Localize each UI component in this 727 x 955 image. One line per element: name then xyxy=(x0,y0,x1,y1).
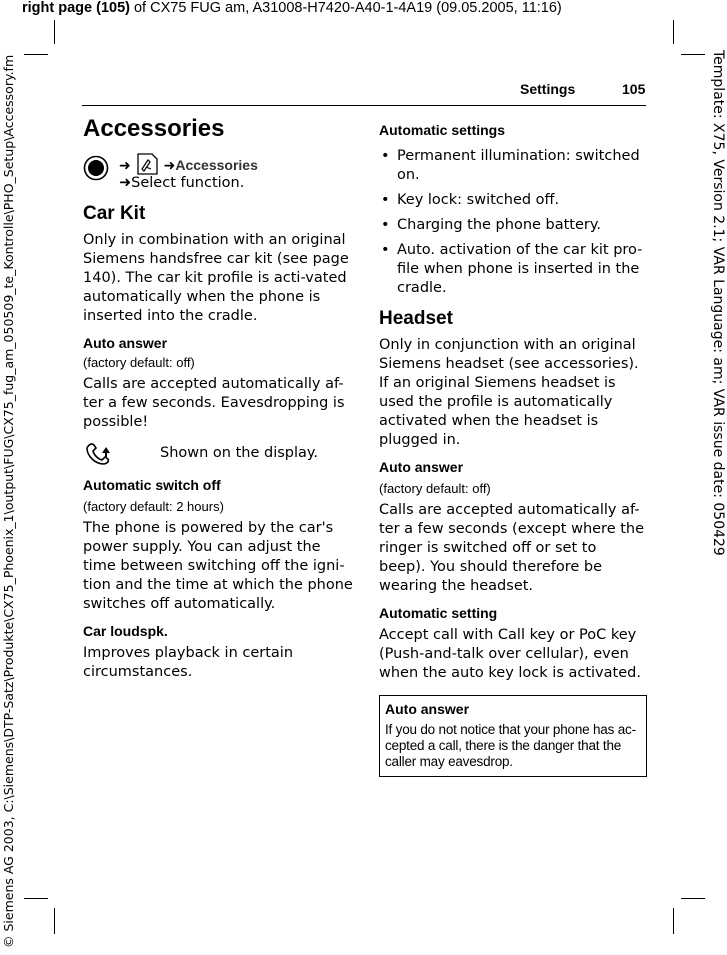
list-item: • Key lock: switched off. xyxy=(379,191,647,210)
file-header xyxy=(22,0,562,16)
auto-switch-off-default: (factory default: 2 hours) xyxy=(83,499,224,514)
auto-answer-default: (factory default: off) xyxy=(83,355,195,370)
info-box-heading: Auto answer xyxy=(385,701,470,717)
car-loudspk-heading: Car loudspk. xyxy=(83,623,168,639)
automatic-settings-heading: Automatic settings xyxy=(379,122,506,138)
car-kit-heading: Car Kit xyxy=(83,203,146,224)
arrow-icon: ➜ xyxy=(163,158,176,174)
page-title: Accessories xyxy=(83,115,225,142)
side-copyright-path: © Siemens AG 2003, C:\Siemens\DTP-Satz\Produkte\CX75_Phoenix_1\output\FUG\CX75_fug_am_050509_te_Kontrolle\PHO_Setup\Accessory.fm xyxy=(1,54,16,948)
file-header-page: right page (105) xyxy=(22,0,130,16)
warning-info-box xyxy=(379,695,647,777)
headset-auto-answer-text: Calls are accepted automatically af-ter a few seconds (except where the ringer is switched off or set to beep). You should therefore be wearing the headset. xyxy=(379,502,645,594)
file-header-info: of CX75 FUG am, A31008-H7420-A40-1-4A19 (09.05.2005, 11:16) xyxy=(129,0,562,16)
menu-item-accessories: Accessories xyxy=(175,157,258,173)
auto-answer-heading: Auto answer xyxy=(83,335,168,351)
settings-menu-icon xyxy=(135,153,159,175)
arrow-icon: ➜ xyxy=(119,175,132,191)
auto-switch-off-text: The phone is powered by the car's power supply. You can adjust the time between switching off the igni-tion and the time at which the phone switches off automatically. xyxy=(83,520,353,612)
car-kit-intro: Only in combination with an original Siemens handsfree car kit (see page 140). The car kit profile is acti-vated automatically when the phone is inserted into the cradle. xyxy=(83,232,349,324)
header-rule xyxy=(82,105,646,106)
side-template-info: Template: X75, Version 2.1; VAR Language: am; VAR issue date: 050429 xyxy=(710,50,726,556)
auto-switch-off-heading: Automatic switch off xyxy=(83,477,221,493)
running-header-section: Settings xyxy=(520,81,576,97)
info-box-text: If you do not notice that your phone has ac-cepted a call, there is the danger that the caller may eavesdrop. xyxy=(385,722,636,769)
headset-auto-answer-default: (factory default: off) xyxy=(379,481,491,496)
running-header-page-number: 105 xyxy=(622,81,646,97)
list-item: • Charging the phone battery. xyxy=(379,216,647,235)
headset-heading: Headset xyxy=(379,308,453,329)
select-function-text: Select function. xyxy=(131,175,245,191)
automatic-setting-heading: Automatic setting xyxy=(379,605,498,621)
auto-answer-text: Calls are accepted automatically af-ter a few seconds. Eavesdropping is possible! xyxy=(83,376,345,430)
display-symbol-caption: Shown on the display. xyxy=(160,445,319,461)
list-item: • Permanent illumination: switched on. xyxy=(379,147,647,185)
list-item: • Auto. activation of the car kit pro-file when phone is inserted in the cradle. xyxy=(379,241,647,298)
display-symbol-row xyxy=(83,444,353,468)
arrow-icon: ➜ xyxy=(119,158,131,174)
navigation-key-icon xyxy=(83,155,109,181)
automatic-setting-text: Accept call with Call key or PoC key (Push-and-talk over cellular), even when the auto key lock is activated. xyxy=(379,627,641,681)
headset-intro: Only in conjunction with an original Siemens headset (see accessories). If an original Siemens headset is used the profile is automatically activated when the headset is plugged in. xyxy=(379,337,639,448)
left-column xyxy=(83,112,353,682)
menu-navigation xyxy=(83,153,353,199)
right-column xyxy=(379,121,647,777)
automatic-settings-list xyxy=(379,147,647,298)
menu-path xyxy=(119,153,258,176)
headset-auto-answer-heading: Auto answer xyxy=(379,459,464,475)
auto-answer-phone-icon xyxy=(83,441,113,467)
menu-step xyxy=(119,174,244,193)
car-loudspk-text: Improves playback in certain circumstances. xyxy=(83,645,294,680)
